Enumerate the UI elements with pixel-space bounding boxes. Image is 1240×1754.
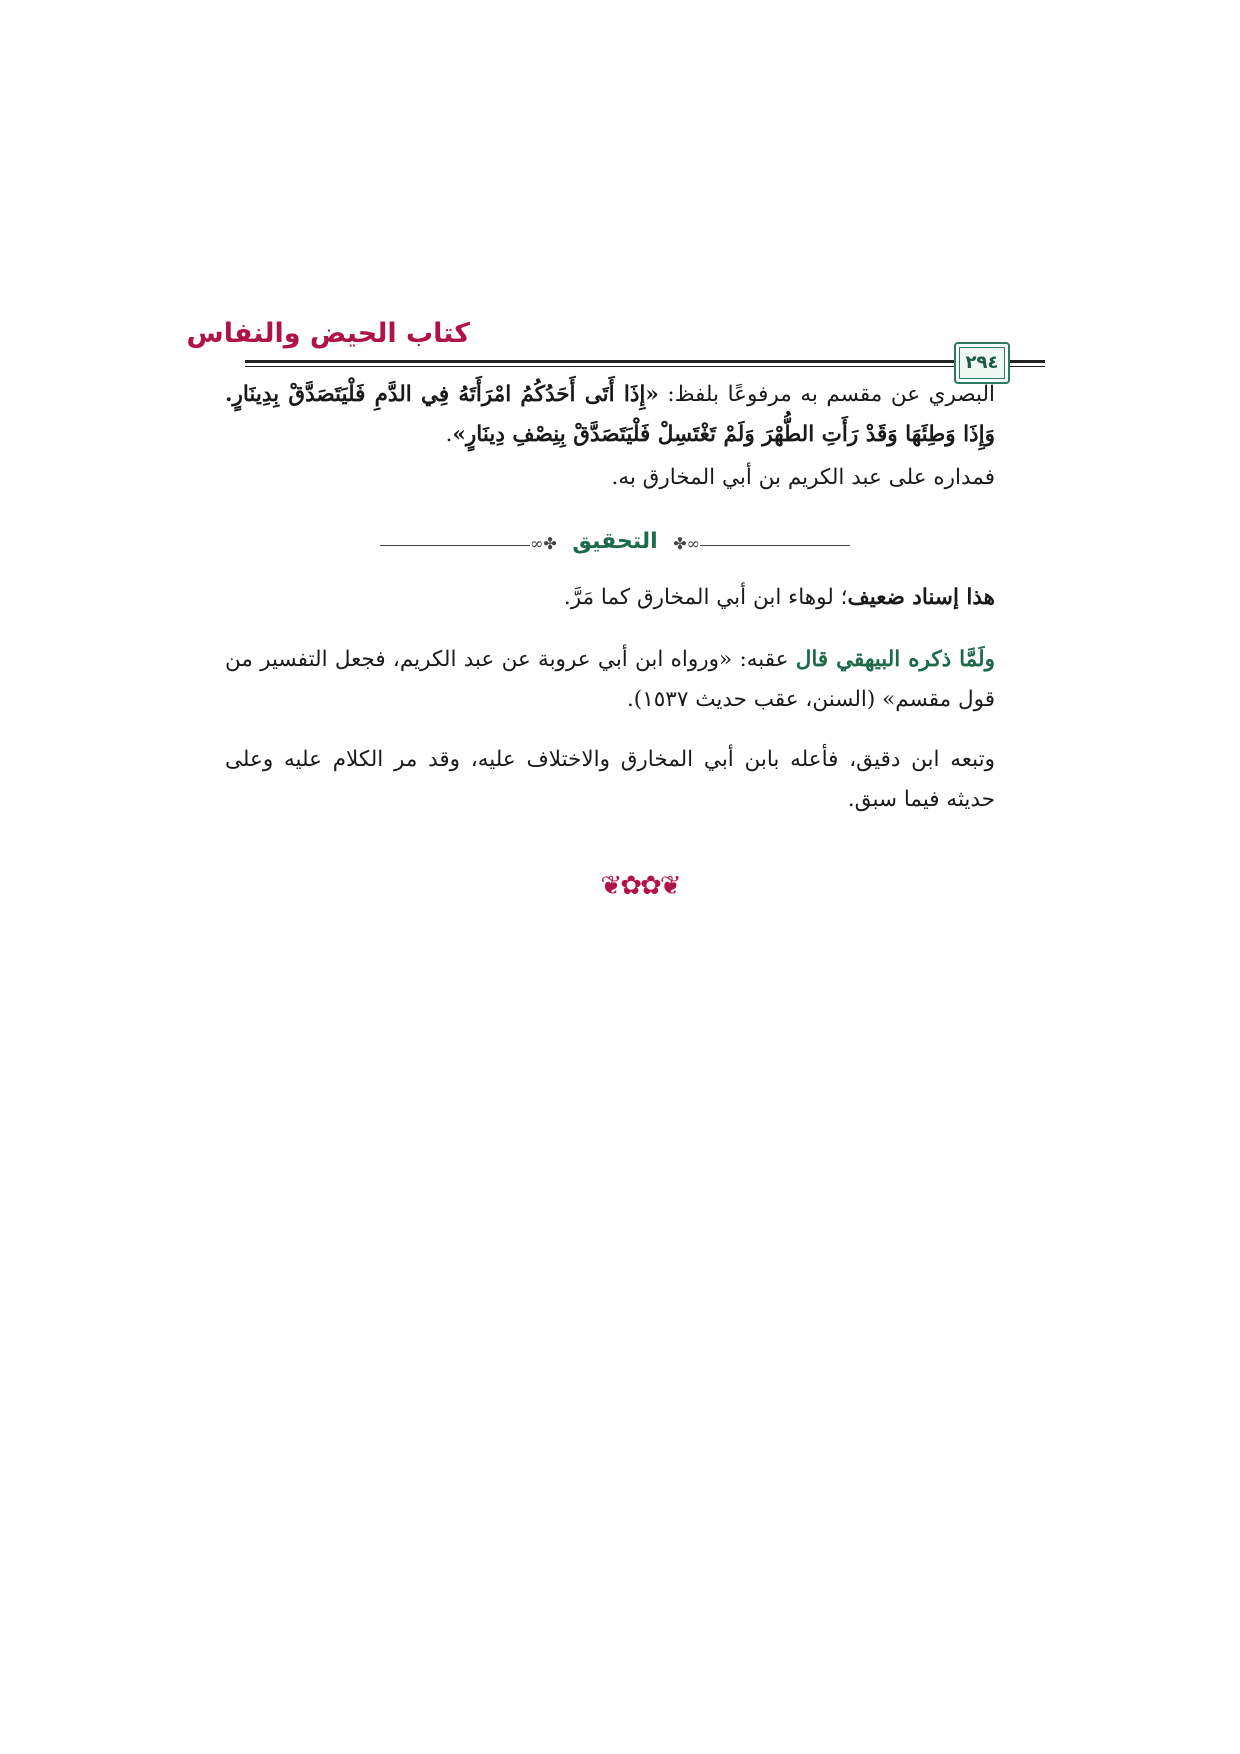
isnad-reason: ؛ لوهاء ابن أبي المخارق كما مَرَّ.: [563, 585, 848, 610]
header-rule-thin: [245, 366, 1045, 367]
isnad-grade: هذا إسناد ضعيف: [847, 585, 995, 610]
bayhaqi-quote: عقبه: «ورواه ابن أبي عروبة عن عبد الكريم، فجعل التفسير من قول مقسم» (السنن، عقب حديث ١٥٣٧).: [225, 647, 995, 712]
section-ornament-right-icon: ✤∞: [673, 534, 700, 553]
section-line-right: [700, 545, 850, 546]
page-number: ٢٩٤: [965, 352, 999, 373]
running-header-title: كتاب الحيض والنفاس: [186, 318, 470, 349]
bayhaqi-lead: ولَمَّا ذكره البيهقي قال: [795, 647, 995, 672]
header-rule-short-thick: [1012, 360, 1040, 363]
paragraph-ibn-daqiq: وتبعه ابن دقيق، فأعله بابن أبي المخارق والاختلاف عليه، وقد مر الكلام عليه وعلى حديثه فيما سبق.: [225, 747, 995, 812]
section-title: التحقيق: [572, 529, 658, 554]
paragraph-isnad-grade: [225, 578, 995, 618]
end-flourish-icon: ❦✿✿❦: [600, 871, 680, 901]
header-rule-thick: [245, 360, 1045, 363]
paragraph-lead: البصري عن مقسم به مرفوعًا بلفظ:: [658, 382, 995, 407]
section-ornament-left-icon: ∞✤: [530, 534, 557, 553]
paragraph-hadith-text: [225, 375, 995, 455]
header-rule-short-thin: [1012, 366, 1040, 367]
paragraph-madar: فمداره على عبد الكريم بن أبي المخارق به.: [611, 465, 995, 490]
section-heading: [380, 525, 850, 565]
paragraph-bayhaqi: [225, 640, 995, 720]
hadith-quote: «إِذَا أَتَى أَحَدُكُمُ امْرَأَتَهُ فِي الدَّمِ فَلْيَتَصَدَّقْ بِدِينَارٍ. وَإِذَا وَطِئَهَا وَقَدْ رَأَتِ الطُّهْرَ وَلَمْ تَغْتَسِلْ فَلْيَتَصَدَّقْ بِنِصْفِ دِينَارٍ»: [225, 382, 995, 447]
paragraph-end: .: [445, 422, 453, 447]
